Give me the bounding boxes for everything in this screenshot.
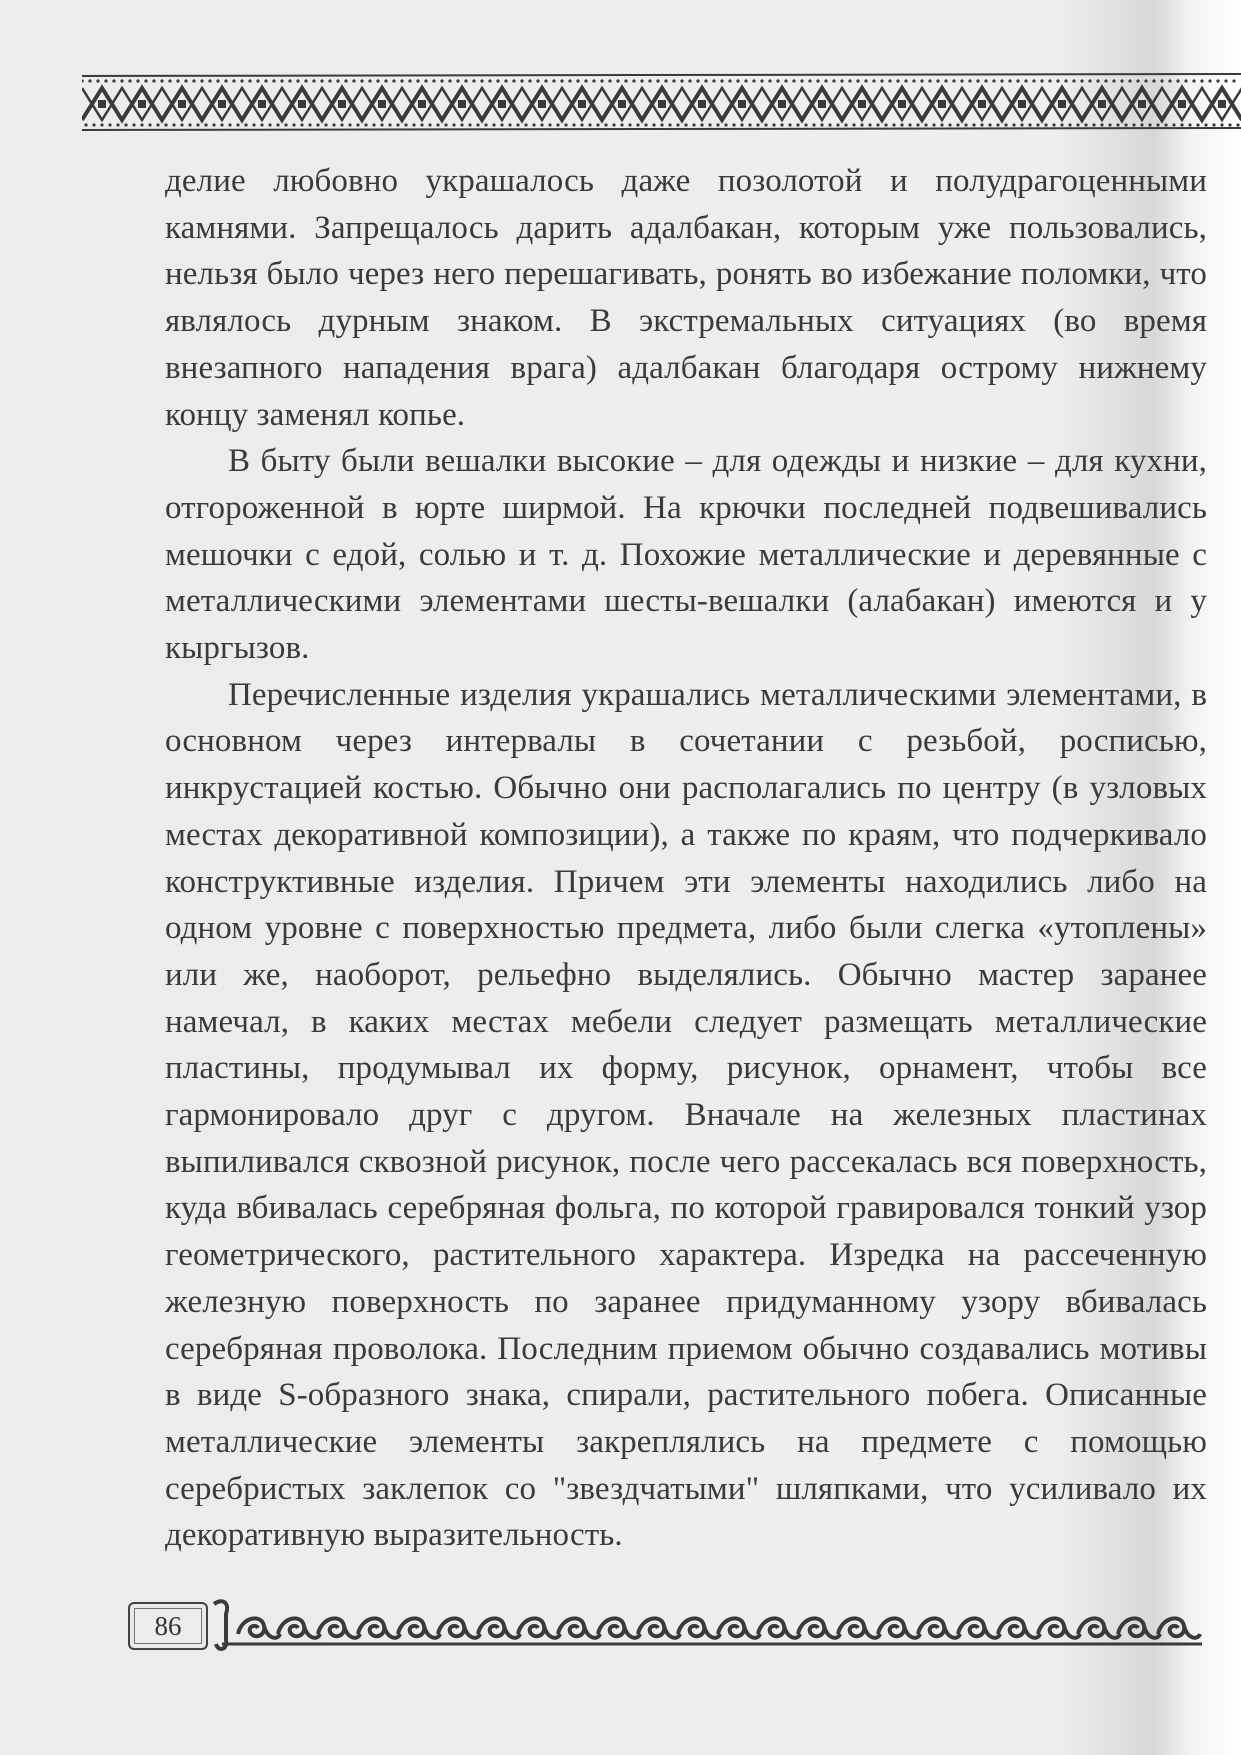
paragraph-2: В быту были вешалки высокие – для одежды и низкие – для кухни, отгороженной в юрте ширмой. На крючки последней подвешивались мешочки с едой, солью и т. д. Похожие металлические и деревянные с металлическими элементами шесты-вешалки (алабакан) имеются и у кыргызов.	[165, 443, 1207, 667]
body-text	[165, 158, 1207, 1559]
paragraph-1: делие любовно украшалось даже позолотой и полудрагоценными камнями. Запрещалось дарить адалбакан, которым уже пользовались, нельзя было через него перешагивать, ронять во избежание поломки, что являлось дурным знаком. В экстремальных ситуациях (во время внезапного нападения врага) адалбакан благодаря острому нижнему концу заменял копье.	[165, 163, 1207, 433]
page-footer	[128, 1596, 1218, 1656]
scroll-wave-ornament-icon	[212, 1596, 1212, 1656]
top-ornament-band	[82, 70, 1241, 142]
zigzag-ornament-band-icon	[82, 70, 1241, 142]
paragraph-3: Перечисленные изделия украшались металлическими элементами, в основном через интервалы в сочетании с резьбой, росписью, инкрустацией костью. Обычно они располагались по центру (в узловых местах декоративной композиции), а также по краям, что подчеркивало конструктивные изделия. Причем эти элементы находились либо на одном уровне с поверхностью предмета, либо были слегка «утоплены» или же, наоборот, рельефно выделялись. Обычно мастер заранее намечал, в каких местах мебели следует размещать металлические пластины, продумывал их форму, рисунок, орнамент, чтобы все гармонировало друг с другом. Вначале на железных пластинах выпиливался сквозной рисунок, после чего рассекалась вся поверхность, куда вбивалась серебряная фольга, по которой гравировался тонкий узор геометрического, растительного характера. Изредка на рассеченную железную поверхность по заранее придуманному узору вбивалась серебряная проволока. Последним приемом обычно создавались мотивы в виде S-образного знака, спирали, растительного побега. Описанные металлические элементы закреплялись на предмете с помощью серебристых заклепок со "звездчатыми" шляпками, что усиливало их декоративную выразительность.	[165, 676, 1207, 1554]
page-number: 86	[128, 1602, 208, 1650]
